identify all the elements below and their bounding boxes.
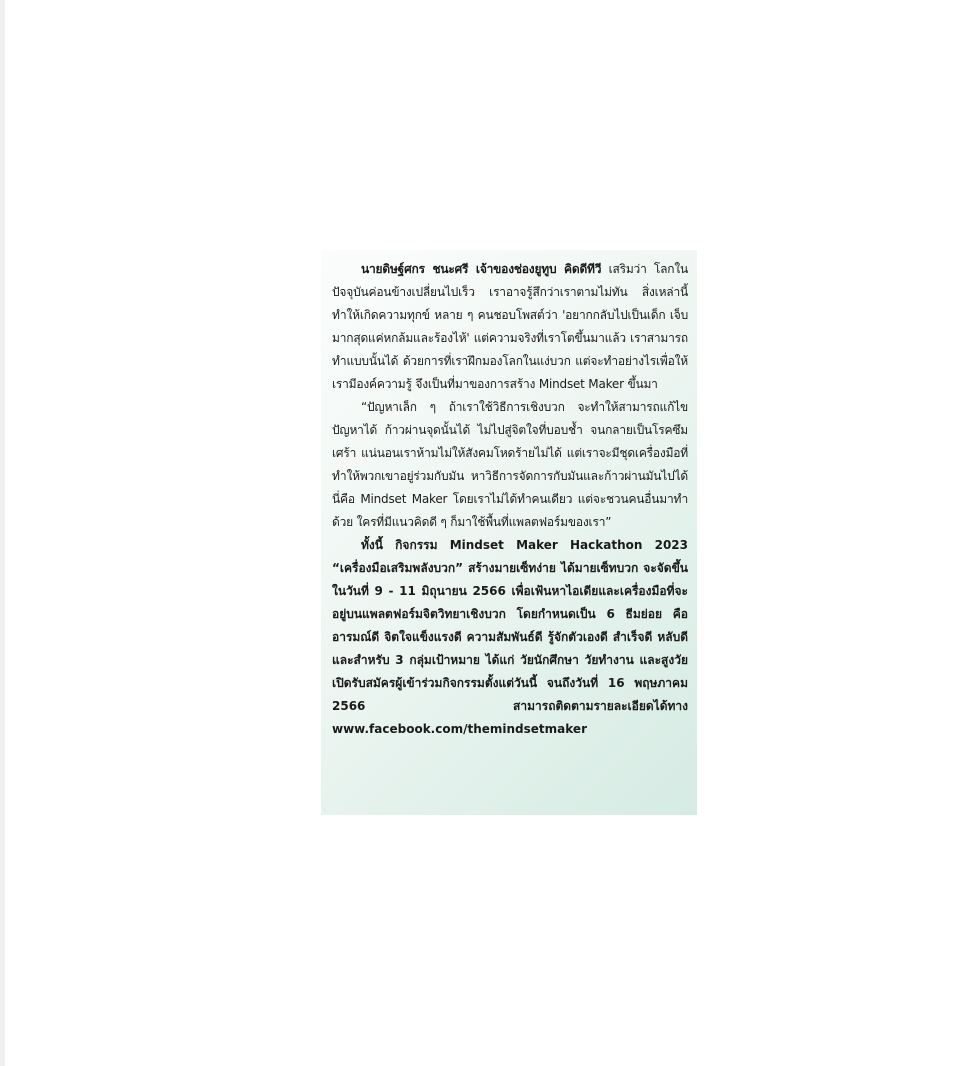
paragraph-2: “ปัญหาเล็ก ๆ ถ้าเราใช้วิธีการเชิงบวก จะทำให้สามารถแก้ไขปัญหาได้ ก้าวผ่านจุดนั้นได้ ไม่ไปสู่จิตใจที่บอบช้ำ จนกลายเป็นโรคซึมเศร้า แน่นอนเราห้ามไม่ให้สังคมโหดร้ายไม่ได้ แต่เราจะมีชุดเครื่องมือที่ทำให้พวกเขาอยู่ร่วมกับมัน หาวิธีการจัดการกับมันและก้าวผ่านมันไปได้นี่คือ Mindset Maker โดยเราไม่ได้ทำคนเดียว แต่จะชวนคนอื่นมาทำด้วย ใครที่มีแนวคิดดี ๆ ก็มาใช้พื้นที่แพลตฟอร์มของเรา” bbox=[332, 400, 688, 529]
paragraph-1-body: เสริมว่า โลกในปัจจุบันค่อนข้างเปลี่ยนไปเร็ว เราอาจรู้สึกว่าเราตามไม่ทัน สิ่งเหล่านี้ทำให้เกิดความทุกข์ หลาย ๆ คนชอบโพสต์ว่า 'อยากกลับไปเป็นเด็ก เจ็บมากสุดแค่หกล้มและร้องไห้' แต่ความจริงที่เราโตขึ้นมาแล้ว เราสามารถทำแบบนั้นได้ ด้วยการที่เราฝึกมองโลกในแง่บวก แต่จะทำอย่างไรเพื่อให้เรามีองค์ความรู้ จึงเป็นที่มาของการสร้าง Mindset Maker ขึ้นมา bbox=[332, 262, 689, 391]
paragraph-3: ทั้งนี้ กิจกรรม Mindset Maker Hackathon 2023 “เครื่องมือเสริมพลังบวก” สร้างมายเซ็ทง่าย ได้มายเซ็ทบวก จะจัดขึ้นในวันที่ 9 - 11 มิถุนายน 2566 เพื่อเฟ้นหาไอเดียและเครื่องมือที่จะอยู่บนแพลตฟอร์มจิตวิทยาเชิงบวก โดยกำหนดเป็น 6 ธีมย่อย คือ อารมณ์ดี จิตใจแข็งแรงดี ความสัมพันธ์ดี รู้จักตัวเองดี สำเร็จดี หลับดี และสำหรับ 3 กลุ่มเป้าหมาย ได้แก่ วัยนักศึกษา วัยทำงาน และสูงวัย เปิดรับสมัครผู้เข้าร่วมกิจกรรมตั้งแต่วันนี้ จนถึงวันที่ 16 พฤษภาคม 2566 สามารถติดตามรายละเอียดได้ทาง www.facebook.com/themindsetmaker bbox=[332, 538, 688, 736]
news-clipping bbox=[321, 250, 697, 815]
paragraph-1-lead: นายดิษฐ์ศกร ชนะศรี เจ้าของช่องยูทูบ คิดดีทีวี bbox=[361, 262, 602, 276]
paragraph-1 bbox=[332, 258, 688, 396]
document-page bbox=[5, 0, 976, 1066]
